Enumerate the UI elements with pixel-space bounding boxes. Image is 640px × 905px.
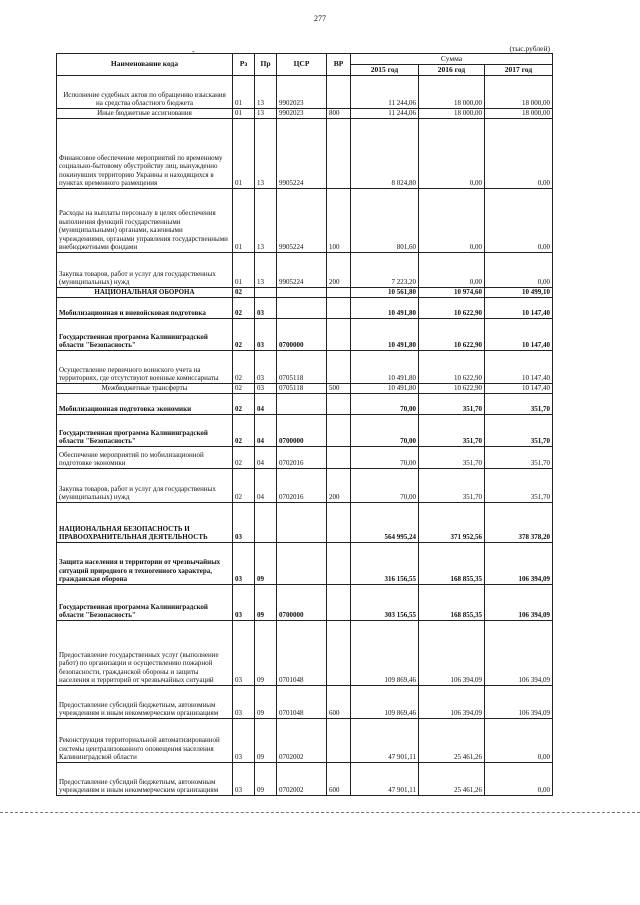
row-rz: 03	[233, 503, 255, 543]
row-2017: 0,00	[485, 189, 553, 253]
row-vr	[327, 288, 351, 298]
row-rz: 03	[233, 719, 255, 763]
row-name: Финансовое обеспечение мероприятий по временному социально-бытовому обустройству лиц, вынужденно покинувших территорию Украины и находящихся в пунктах временного размещения	[57, 119, 233, 189]
row-vr	[327, 503, 351, 543]
row-2017: 10 499,10	[485, 288, 553, 298]
header-2017: 2017 год	[485, 65, 553, 76]
page-cut-line	[0, 812, 640, 813]
row-csr: 9905224	[277, 119, 327, 189]
row-rz: 02	[233, 351, 255, 384]
row-name: Государственная программа Калининградской области "Безопасность"	[57, 415, 233, 447]
row-name: НАЦИОНАЛЬНАЯ ОБОРОНА	[57, 288, 233, 298]
header-vr: ВР	[327, 54, 351, 76]
row-2016: 0,00	[419, 189, 485, 253]
row-2016: 0,00	[419, 119, 485, 189]
header-csr: ЦСР	[277, 54, 327, 76]
row-pr: 03	[255, 298, 277, 319]
row-name: Закупка товаров, работ и услуг для государственных (муниципальных) нужд	[57, 469, 233, 503]
row-csr: 0702002	[277, 763, 327, 796]
row-name: Исполнение судебных актов по обращению взыскания на средства областного бюджета	[57, 76, 233, 109]
row-rz: 03	[233, 621, 255, 686]
row-2017: 10 147,40	[485, 298, 553, 319]
row-2017: 351,70	[485, 394, 553, 415]
row-vr	[327, 319, 351, 351]
row-vr: 600	[327, 686, 351, 719]
row-name: Закупка товаров, работ и услуг для государственных (муниципальных) нужд	[57, 253, 233, 288]
row-2015: 303 156,55	[351, 585, 419, 621]
row-vr: 800	[327, 109, 351, 119]
row-2017: 0,00	[485, 119, 553, 189]
row-csr: 9905224	[277, 189, 327, 253]
row-name: Мобилизационная подготовка экономики	[57, 394, 233, 415]
row-csr: 0702016	[277, 447, 327, 469]
row-2016: 168 855,35	[419, 543, 485, 585]
row-rz: 02	[233, 319, 255, 351]
row-2016: 351,70	[419, 394, 485, 415]
row-2016: 351,70	[419, 469, 485, 503]
row-name: Мобилизационная и вневойсковая подготовка	[57, 298, 233, 319]
row-rz: 01	[233, 109, 255, 119]
row-csr: 9905224	[277, 253, 327, 288]
row-2016: 351,70	[419, 447, 485, 469]
row-vr	[327, 119, 351, 189]
row-rz: 03	[233, 686, 255, 719]
row-2017: 0,00	[485, 719, 553, 763]
row-vr	[327, 585, 351, 621]
row-vr	[327, 447, 351, 469]
row-vr	[327, 394, 351, 415]
row-pr: 13	[255, 189, 277, 253]
row-2017: 18 000,00	[485, 76, 553, 109]
header-2016: 2016 год	[419, 65, 485, 76]
row-2015: 70,00	[351, 469, 419, 503]
row-2017: 106 394,09	[485, 543, 553, 585]
row-csr: 9902023	[277, 109, 327, 119]
row-2017: 106 394,09	[485, 621, 553, 686]
row-pr: 09	[255, 543, 277, 585]
row-name: Осуществление первичного воинского учета на территориях, где отсутствуют военные комиссариаты	[57, 351, 233, 384]
row-2016: 25 461,26	[419, 763, 485, 796]
row-2015: 10 491,80	[351, 319, 419, 351]
row-csr: 0702016	[277, 469, 327, 503]
row-pr: 13	[255, 119, 277, 189]
row-name: Обеспечение мероприятий по мобилизационной подготовке экономики	[57, 447, 233, 469]
row-2015: 316 156,55	[351, 543, 419, 585]
row-csr: 0702002	[277, 719, 327, 763]
row-name: Межбюджетные трансферты	[57, 384, 233, 394]
row-2017: 10 147,40	[485, 384, 553, 394]
row-rz: 02	[233, 469, 255, 503]
row-2015: 11 244,06	[351, 76, 419, 109]
row-pr: 03	[255, 384, 277, 394]
row-2015: 564 995,24	[351, 503, 419, 543]
row-2016: 106 394,09	[419, 621, 485, 686]
row-2016: 10 622,90	[419, 384, 485, 394]
row-rz: 03	[233, 763, 255, 796]
row-csr	[277, 394, 327, 415]
row-2016: 10 622,90	[419, 319, 485, 351]
row-vr	[327, 543, 351, 585]
row-2015: 109 869,46	[351, 621, 419, 686]
row-2017: 106 394,09	[485, 585, 553, 621]
units-label: (тыс.рублей)	[509, 44, 550, 53]
row-2017: 10 147,40	[485, 351, 553, 384]
row-vr	[327, 298, 351, 319]
row-pr	[255, 503, 277, 543]
row-2017: 0,00	[485, 253, 553, 288]
row-2015: 10 491,80	[351, 298, 419, 319]
row-2015: 109 869,46	[351, 686, 419, 719]
row-2015: 10 491,80	[351, 384, 419, 394]
row-2015: 801,60	[351, 189, 419, 253]
row-csr: 0701048	[277, 621, 327, 686]
budget-table	[56, 53, 553, 796]
row-csr: 0701048	[277, 686, 327, 719]
scan-mark: -	[192, 47, 195, 56]
row-vr	[327, 351, 351, 384]
row-csr: 0700000	[277, 585, 327, 621]
row-csr	[277, 288, 327, 298]
row-2015: 47 901,11	[351, 719, 419, 763]
page-number: 277	[314, 14, 326, 23]
row-2016: 10 622,90	[419, 351, 485, 384]
row-2017: 351,70	[485, 415, 553, 447]
row-2015: 7 223,20	[351, 253, 419, 288]
row-pr: 04	[255, 394, 277, 415]
row-2016: 25 461,26	[419, 719, 485, 763]
row-name: Реконструкция территориальной автоматизированной системы централизованного оповещения населения Калининградской области	[57, 719, 233, 763]
row-pr: 04	[255, 415, 277, 447]
row-2017: 351,70	[485, 447, 553, 469]
row-2016: 106 394,09	[419, 686, 485, 719]
header-name: Наименование кода	[57, 54, 233, 76]
row-rz: 01	[233, 76, 255, 109]
row-name: Государственная программа Калининградской области "Безопасность"	[57, 585, 233, 621]
row-rz: 01	[233, 253, 255, 288]
row-pr: 13	[255, 76, 277, 109]
row-vr	[327, 719, 351, 763]
row-csr: 0700000	[277, 415, 327, 447]
row-pr	[255, 288, 277, 298]
row-rz: 02	[233, 298, 255, 319]
row-2016: 168 855,35	[419, 585, 485, 621]
row-2015: 11 244,06	[351, 109, 419, 119]
row-2017: 378 378,20	[485, 503, 553, 543]
row-2017: 10 147,40	[485, 319, 553, 351]
row-2015: 10 561,80	[351, 288, 419, 298]
row-name: Иные бюджетные ассигнования	[57, 109, 233, 119]
row-rz: 02	[233, 384, 255, 394]
row-pr: 09	[255, 763, 277, 796]
row-rz: 03	[233, 585, 255, 621]
row-2016: 18 000,00	[419, 109, 485, 119]
row-rz: 03	[233, 543, 255, 585]
row-2015: 10 491,80	[351, 351, 419, 384]
row-2015: 8 024,80	[351, 119, 419, 189]
row-2015: 70,00	[351, 394, 419, 415]
row-name: Предоставление субсидий бюджетным, автономным учреждениям и иным некоммерческим организациям	[57, 763, 233, 796]
row-rz: 01	[233, 189, 255, 253]
row-2017: 0,00	[485, 763, 553, 796]
row-vr: 600	[327, 763, 351, 796]
row-2016: 351,70	[419, 415, 485, 447]
row-2017: 351,70	[485, 469, 553, 503]
row-csr	[277, 543, 327, 585]
row-2017: 18 000,00	[485, 109, 553, 119]
row-2015: 70,00	[351, 447, 419, 469]
row-vr: 200	[327, 469, 351, 503]
row-name: Защита населения и территории от чрезвычайных ситуаций природного и техногенного характера, гражданская оборона	[57, 543, 233, 585]
row-2016: 0,00	[419, 253, 485, 288]
row-pr: 04	[255, 447, 277, 469]
row-csr: 0700000	[277, 319, 327, 351]
row-csr	[277, 503, 327, 543]
row-name: Предоставление субсидий бюджетным, автономным учреждениям и иным некоммерческим организациям	[57, 686, 233, 719]
row-pr: 04	[255, 469, 277, 503]
row-name: Государственная программа Калининградской области "Безопасность"	[57, 319, 233, 351]
row-csr	[277, 298, 327, 319]
row-name: НАЦИОНАЛЬНАЯ БЕЗОПАСНОСТЬ И ПРАВООХРАНИТЕЛЬНАЯ ДЕЯТЕЛЬНОСТЬ	[57, 503, 233, 543]
row-2017: 106 394,09	[485, 686, 553, 719]
row-2016: 10 974,60	[419, 288, 485, 298]
row-vr: 500	[327, 384, 351, 394]
row-vr	[327, 76, 351, 109]
row-rz: 02	[233, 288, 255, 298]
row-pr: 09	[255, 686, 277, 719]
row-csr: 0705118	[277, 351, 327, 384]
row-pr: 13	[255, 253, 277, 288]
header-pr: Пр	[255, 54, 277, 76]
header-rz: Рз	[233, 54, 255, 76]
row-vr	[327, 415, 351, 447]
row-name: Расходы на выплаты персоналу в целях обеспечения выполнения функций государственными (муниципальными) органами, казенными учреждениями, органами управления государственными внебюджетными фондами	[57, 189, 233, 253]
header-sum: Сумма	[351, 54, 553, 65]
row-2016: 371 952,56	[419, 503, 485, 543]
row-rz: 02	[233, 394, 255, 415]
row-csr: 9902023	[277, 76, 327, 109]
row-pr: 03	[255, 319, 277, 351]
row-2015: 70,00	[351, 415, 419, 447]
row-name: Предоставление государственных услуг (выполнение работ) по организации и осуществлению пожарной безопасности, гражданской обороны и защиты населения и территорий от чрезвычайных ситуаций	[57, 621, 233, 686]
row-vr	[327, 621, 351, 686]
row-vr: 100	[327, 189, 351, 253]
row-pr: 13	[255, 109, 277, 119]
row-rz: 01	[233, 119, 255, 189]
row-rz: 02	[233, 447, 255, 469]
row-pr: 09	[255, 585, 277, 621]
row-vr: 200	[327, 253, 351, 288]
row-csr: 0705118	[277, 384, 327, 394]
header-2015: 2015 год	[351, 65, 419, 76]
row-pr: 09	[255, 719, 277, 763]
row-pr: 09	[255, 621, 277, 686]
row-2016: 18 000,00	[419, 76, 485, 109]
row-2016: 10 622,90	[419, 298, 485, 319]
row-2015: 47 901,11	[351, 763, 419, 796]
row-rz: 02	[233, 415, 255, 447]
row-pr: 03	[255, 351, 277, 384]
